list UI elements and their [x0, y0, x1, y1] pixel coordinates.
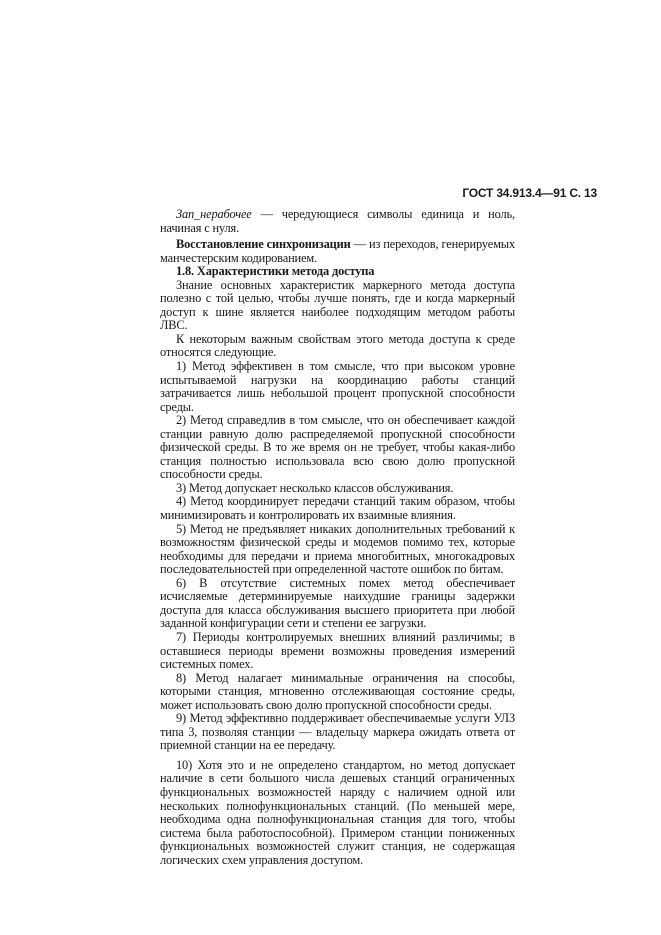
list-item: 10) Хотя это и не определено стандартом, но метод допускает наличие в сети большого числа дешевых станций ограниченных функциональных возможностей наряду с наличием одной или нескольких полнофункциональных станций. (По меньшей мере, необходима одна полнофункциональная станция для того, чтобы система была работоспособной). Примером станции пониженных функциональных возможностей служит станция, не содержащая логических схем управления доступом. — [160, 757, 515, 867]
paragraph: Знание основных характеристик маркерного метода доступа полезно с той целью, чтобы лучше понять, где и когда маркерный доступ к шине является наиболее подходящим методом работы ЛВС. — [160, 277, 515, 333]
definition-paragraph — [160, 208, 515, 235]
definition-paragraph — [160, 238, 515, 265]
definition-text: — чередующиеся символы единица и ноль, начиная с нуля. — [160, 207, 515, 235]
document-body — [160, 208, 515, 867]
list-item: 2) Метод справедлив в том смысле, что он обеспечивает каждой станции равную долю распределяемой пропускной способности физической среды. В то же время он не требует, чтобы какая-либо станция полностью использовала всю свою долю пропускной способности среды. — [160, 413, 515, 482]
list-item: 7) Периоды контролируемых внешних влияний различимы; в оставшиеся периоды времени возможны проведения измерений системных помех. — [160, 629, 515, 672]
list-item: 9) Метод эффективно поддерживает обеспечиваемые услуги УЛЗ типа 3, позволяя станции — владельцу маркера ожидать ответа от приемной станции на ее передачу. — [160, 711, 515, 753]
list-item: 3) Метод допускает несколько классов обслуживания. — [176, 480, 454, 495]
list-item: 6) В отсутствие системных помех метод обеспечивает исчисляемые детерминируемые наихудшие границы задержки доступа для класса обслуживания высшего приоритета при любой заданной конфигурации сети и степени ее загрузки. — [160, 575, 515, 631]
list-item: 5) Метод не предъявляет никаких дополнительных требований к возможностям физической среды и модемов помимо тех, которые необходимы для передачи и приема многобитных, многокадровых последовательностей при определенной частоте ошибок по битам. — [160, 521, 515, 577]
list-item: 4) Метод координирует передачи станций таким образом, чтобы минимизировать и контролировать их взаимные влияния. — [160, 494, 515, 523]
defined-term: Зап_нерабочее — [176, 207, 252, 221]
section-heading: 1.8. Характеристики метода доступа — [176, 264, 375, 279]
paragraph: К некоторым важным свойствам этого метода доступа к среде относятся следующие. — [160, 331, 515, 360]
defined-term: Восстановление синхронизации — [176, 237, 351, 252]
definition-text: — из переходов, генерируемых манчестерским кодированием. — [160, 237, 515, 265]
page-header: ГОСТ 34.913.4—91 С. 13 — [462, 186, 597, 200]
list-item: 1) Метод эффективен в том смысле, что при высоком уровне испытываемой нагрузки на координацию работы станций затрачивается лишь небольшой процент пропускной способности среды. — [160, 359, 515, 414]
list-item: 8) Метод налагает минимальные ограничения на способы, которыми станция, мгновенно отслеживающая состояние среды, может использовать свою долю пропускной способности среды. — [160, 670, 515, 712]
